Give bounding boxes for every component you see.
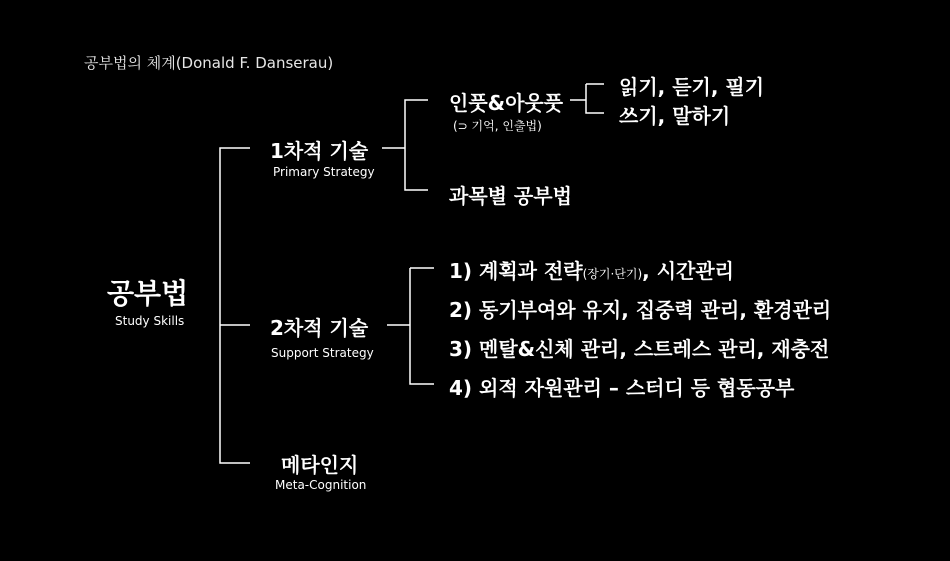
io-node-subtitle: (⊃ 기억, 인출법) [453, 119, 542, 133]
root-node-subtitle: Study Skills [115, 314, 185, 328]
primary-node-subtitle: Primary Strategy [273, 165, 375, 179]
meta-node-title: 메타인지 [281, 453, 359, 477]
subject-study-node: 과목별 공부법 [449, 184, 572, 208]
io-connector [570, 84, 604, 113]
support-item-3: 3) 멘탈&신체 관리, 스트레스 관리, 재충전 [449, 337, 830, 361]
root-node-title: 공부법 [107, 277, 189, 310]
support-connector [387, 268, 434, 384]
io-child-read: 읽기, 듣기, 필기 [619, 75, 765, 99]
primary-node-title: 1차적 기술 [270, 139, 369, 163]
root-connector [220, 148, 250, 463]
io-child-write: 쓰기, 말하기 [619, 104, 731, 128]
support-node-subtitle: Support Strategy [271, 346, 374, 360]
meta-node-subtitle: Meta-Cognition [275, 478, 367, 492]
support-item-2: 2) 동기부여와 유지, 집중력 관리, 환경관리 [449, 298, 832, 322]
diagram-caption: 공부법의 체계(Donald F. Danserau) [84, 54, 334, 72]
support-item-4: 4) 외적 자원관리 – 스터디 등 협동공부 [449, 376, 795, 400]
io-node-label: 인풋&아웃풋 [449, 91, 564, 115]
support-node-title: 2차적 기술 [270, 316, 369, 340]
primary-connector [382, 100, 428, 190]
support-item-1: 1) 계획과 전략(장기·단기), 시간관리 [449, 259, 734, 283]
